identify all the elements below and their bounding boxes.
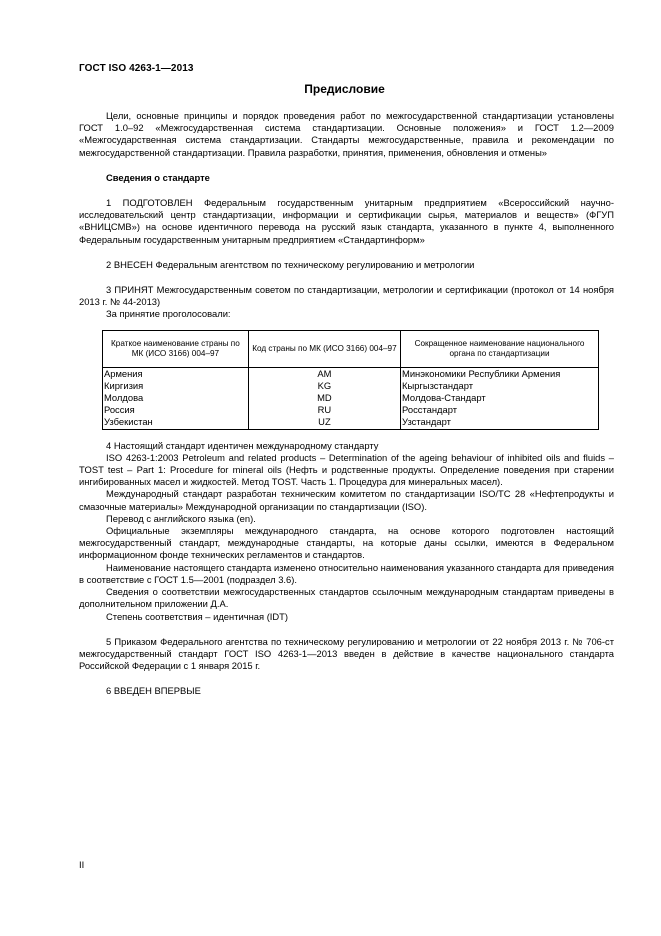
document-body: [79, 110, 614, 698]
table-header-country: Краткое наименование страны по МК (ИСО 3166) 004–97: [103, 330, 249, 367]
item-4-degree: Степень соответствия – идентичная (IDT): [106, 610, 289, 622]
table-cell-country: Молдова: [103, 392, 249, 404]
item-1-paragraph: 1 ПОДГОТОВЛЕН Федеральным государственным унитарным предприятием «Всероссийский научно-исследовательский центр стандартизации, информации и сертификации сырья, материалов и веществ» (ФГУП «ВНИЦСМВ») на основе идентичного перевода на русский язык стандарта, указанного в пункте 4, выполненного Федеральным государственным унитарным предприятием «Стандартинформ»: [79, 197, 614, 245]
item-2-paragraph: 2 ВНЕСЕН Федеральным агентством по техническому регулированию и метрологии: [106, 258, 475, 270]
table-cell-code: RU: [248, 404, 400, 416]
table-cell-body: Узстандарт: [401, 416, 599, 429]
table-cell-country: Армения: [103, 367, 249, 380]
table-row: [103, 367, 599, 380]
table-cell-body: Минэкономики Республики Армения: [401, 367, 599, 380]
table-header-body: Сокращенное наименование национального органа по стандартизации: [401, 330, 599, 367]
table-cell-code: UZ: [248, 416, 400, 429]
table-row: [103, 380, 599, 392]
page-title: Предисловие: [304, 82, 385, 96]
section-heading: Сведения о стандарте: [106, 171, 210, 183]
standard-code-header: ГОСТ ISO 4263-1—2013: [79, 63, 194, 74]
intro-paragraph: Цели, основные принципы и порядок проведения работ по межгосударственной стандартизации установлены ГОСТ 1.0–92 «Межгосударственная система стандартизации. Основные положения» и ГОСТ 1.2—2009 «Межгосударственная система стандартизации. Стандарты межгосударственные, правила и рекомендации по межгосударственной стандартизации. Правила разработки, принятия, применения, обновления и отмены»: [79, 110, 614, 158]
voting-countries-table: [102, 330, 599, 430]
item-4-official-copies: Официальные экземпляры международного стандарта, на основе которого подготовлен настоящий межгосударственный стандарт, международные стандарты, на которые даны ссылки, имеются в Федеральном информационном фонде технических регламентов и стандартов.: [79, 525, 614, 561]
table-cell-body: Росстандарт: [401, 404, 599, 416]
table-cell-code: MD: [248, 392, 400, 404]
table-header-row: [103, 330, 599, 367]
table-header-code: Код страны по МК (ИСО 3166) 004–97: [248, 330, 400, 367]
table-row: [103, 416, 599, 429]
table-cell-country: Киргизия: [103, 380, 249, 392]
table-cell-code: AM: [248, 367, 400, 380]
table-cell-country: Россия: [103, 404, 249, 416]
table-cell-country: Узбекистан: [103, 416, 249, 429]
item-5-paragraph: 5 Приказом Федерального агентства по техническому регулированию и метрологии от 22 ноября 2013 г. № 706-ст межгосударственный стандарт ГОСТ ISO 4263-1—2013 введен в действие в качестве национального стандарта Российской Федерации с 1 января 2015 г.: [79, 635, 614, 672]
table-row: [103, 404, 599, 416]
table-cell-body: Кыргызстандарт: [401, 380, 599, 392]
item-3-vote-line: За принятие проголосовали:: [106, 308, 231, 320]
item-3-paragraph: 3 ПРИНЯТ Межгосударственным советом по стандартизации, метрологии и сертификации (протокол от 14 ноября 2013 г. № 44-2013): [79, 284, 614, 308]
item-4-iso-title: ISO 4263-1:2003 Petroleum and related products – Determination of the ageing behaviour of inhibited oils and fluids – TOST test – Part 1: Procedure for mineral oils (Нефть и родственные продукты. Определение поведения при старении ингибированных масел и жидкостей. Метод TOST. Часть 1. Процедура для минеральных масел).: [79, 451, 614, 488]
item-4-developer: Международный стандарт разработан техническим комитетом по стандартизации ISO/TC 28 «Нефтепродукты и смазочные материалы» Международной организации по стандартизации (ISO).: [79, 488, 614, 512]
item-4-name-change: Наименование настоящего стандарта изменено относительно наименования указанного стандарта для приведения в соответствие с ГОСТ 1.5—2001 (подраздел 3.6).: [79, 561, 614, 585]
item-4-language: Перевод с английского языка (en).: [106, 512, 256, 524]
item-4-correspondence: Сведения о соответствии межгосударственных стандартов ссылочным международным стандартам приведены в дополнительном приложении Д.А.: [79, 586, 614, 610]
table-cell-body: Молдова-Стандарт: [401, 392, 599, 404]
table-row: [103, 392, 599, 404]
page-number: II: [79, 859, 85, 870]
item-4-paragraph: 4 Настоящий стандарт идентичен международному стандарту: [106, 439, 379, 451]
table-cell-code: KG: [248, 380, 400, 392]
item-6-paragraph: 6 ВВЕДЕН ВПЕРВЫЕ: [106, 685, 201, 697]
